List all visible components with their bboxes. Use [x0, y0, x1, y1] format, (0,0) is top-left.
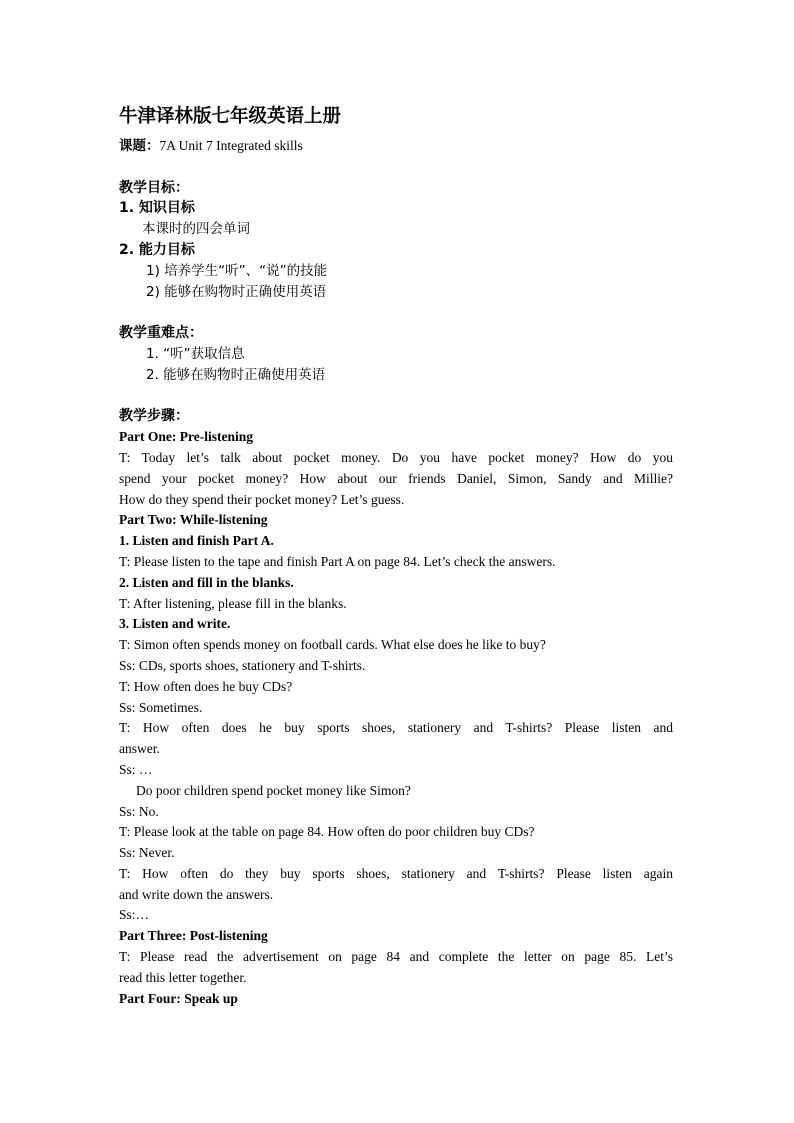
- part-three-heading: Part Three: Post-listening: [119, 928, 268, 944]
- step-3-line-5: T: How often does he buy sports shoes, stationery and T-shirts? Please listen and: [119, 720, 673, 736]
- step-3-line-11: Ss: Never.: [119, 845, 175, 861]
- steps-heading: 教学步骤：: [119, 408, 189, 425]
- step-3-line-8: Do poor children spend pocket money like Simon?: [136, 782, 411, 798]
- step-3-line-10: T: Please look at the table on page 84. How often do poor children buy CDs?: [119, 824, 535, 840]
- document-title: 牛津译林版七年级英语上册: [119, 106, 342, 127]
- part-one-line-1: T: Today let’s talk about pocket money. Do you have pocket money? How do you: [119, 449, 673, 465]
- part-four-heading: Part Four: Speak up: [119, 990, 238, 1006]
- topic-value: 7A Unit 7 Integrated skills: [159, 138, 303, 153]
- step-2-text: T: After listening, please fill in the blanks.: [119, 595, 347, 611]
- keypoints-heading: 教学重难点：: [119, 325, 203, 342]
- objective-2-item-2: 2) 能够在购物时正确使用英语: [146, 283, 327, 300]
- step-3-line-2: Ss: CDs, sports shoes, stationery and T-shirts.: [119, 657, 366, 673]
- part-two-heading: Part Two: While-listening: [119, 512, 268, 528]
- part-one-line-2: spend your pocket money? How about our friends Daniel, Simon, Sandy and Millie?: [119, 470, 673, 486]
- step-3-line-6: answer.: [119, 741, 160, 757]
- objective-2-item-1: 1) 培养学生“听”、“说”的技能: [146, 262, 328, 279]
- step-1-text: T: Please listen to the tape and finish Part A on page 84. Let’s check the answers.: [119, 553, 556, 569]
- step-3-line-4: Ss: Sometimes.: [119, 699, 203, 715]
- part-one-heading: Part One: Pre-listening: [119, 429, 253, 445]
- objective-2-heading: 2. 能力目标: [119, 241, 195, 258]
- step-3-heading: 3. Listen and write.: [119, 616, 231, 632]
- topic-label: 课题：: [119, 138, 160, 154]
- step-3-line-7: Ss: …: [119, 761, 153, 777]
- step-3-line-9: Ss: No.: [119, 803, 159, 819]
- step-3-line-12: T: How often do they buy sports shoes, stationery and T-shirts? Please listen again: [119, 865, 673, 881]
- step-3-line-13: and write down the answers.: [119, 886, 274, 902]
- document-page: [119, 104, 673, 1009]
- topic-line: [119, 136, 673, 157]
- objective-1-text: 本课时的四会单词: [142, 221, 250, 238]
- objective-1-heading: 1. 知识目标: [119, 200, 195, 217]
- keypoint-2: 2. 能够在购物时正确使用英语: [146, 366, 326, 383]
- step-3-line-14: Ss:…: [119, 907, 150, 923]
- objectives-heading: 教学目标：: [119, 179, 189, 196]
- step-3-line-1: T: Simon often spends money on football cards. What else does he like to buy?: [119, 637, 546, 653]
- step-2-heading: 2. Listen and fill in the blanks.: [119, 574, 294, 590]
- step-3-line-3: T: How often does he buy CDs?: [119, 678, 293, 694]
- part-three-line-1: T: Please read the advertisement on page 84 and complete the letter on page 85. Let’s: [119, 949, 673, 965]
- keypoint-1: 1. “听”获取信息: [146, 345, 245, 362]
- step-1-heading: 1. Listen and finish Part A.: [119, 533, 274, 549]
- part-one-line-3: How do they spend their pocket money? Let’s guess.: [119, 491, 405, 507]
- part-three-line-2: read this letter together.: [119, 969, 247, 985]
